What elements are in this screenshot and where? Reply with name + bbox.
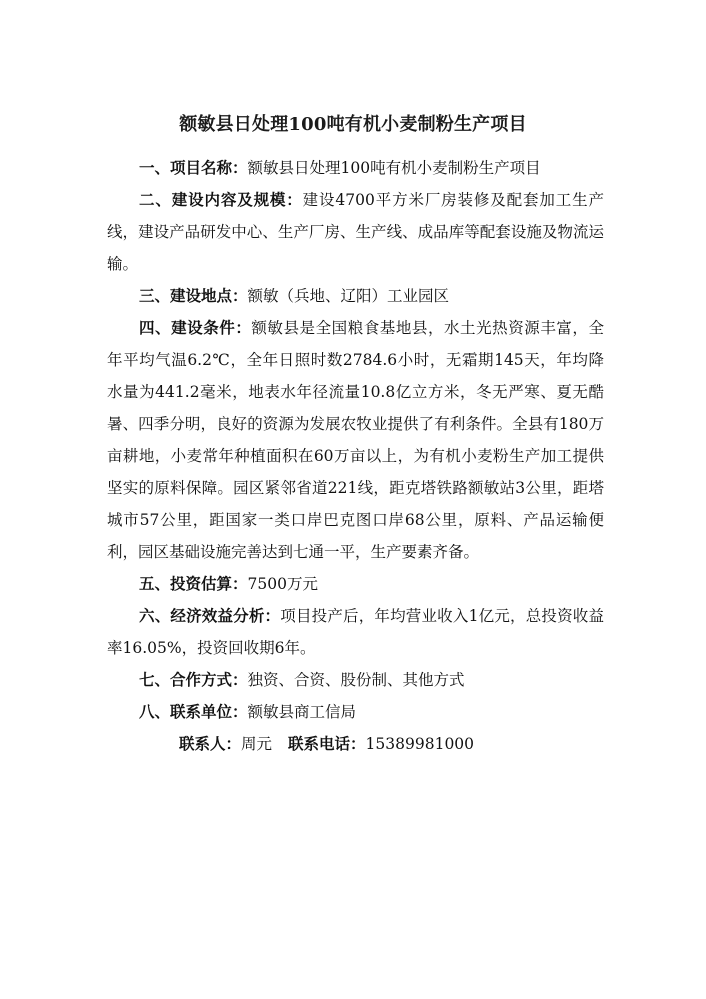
section-project-name bbox=[107, 152, 604, 184]
section-label: 六、经济效益分析： bbox=[139, 606, 281, 625]
section-text: 项目投产后，年均营业收入1亿元，总投资收益率16.05%，投资回收期6年。 bbox=[107, 607, 604, 657]
document-title: 额敏县日处理100吨有机小麦制粉生产项目 bbox=[179, 114, 527, 135]
contact-phone: 15389981000 bbox=[365, 735, 475, 753]
section-label: 八、联系单位： bbox=[139, 702, 248, 721]
section-label: 一、项目名称： bbox=[139, 158, 248, 177]
section-text: 建设4700平方米厂房装修及配套加工生产线，建设产品研发中心、生产厂房、生产线、成品库等配套设施及物流运输。 bbox=[107, 191, 604, 273]
contact-person: 周元 bbox=[241, 735, 273, 753]
section-location bbox=[107, 280, 604, 312]
section-text: 额敏县日处理100吨有机小麦制粉生产项目 bbox=[247, 159, 541, 177]
contact-phone-label: 联系电话： bbox=[288, 734, 366, 753]
section-economic-analysis bbox=[107, 600, 604, 664]
section-label: 七、合作方式： bbox=[139, 670, 248, 689]
section-conditions bbox=[107, 312, 604, 568]
section-label: 三、建设地点： bbox=[139, 286, 248, 305]
section-contact-unit bbox=[107, 696, 604, 728]
section-text: 额敏县商工信局 bbox=[247, 703, 357, 721]
contact-person-label: 联系人： bbox=[179, 734, 242, 753]
section-cooperation bbox=[107, 664, 604, 696]
section-label: 四、建设条件： bbox=[139, 318, 252, 337]
section-text: 独资、合资、股份制、其他方式 bbox=[247, 671, 465, 689]
section-text: 额敏县是全国粮食基地县，水土光热资源丰富，全年平均气温6.2℃，全年日照时数2784.6小时，无霜期145天，年均降水量为441.2毫米，地表水年径流量10.8亿立方米，冬无严寒、夏无酷暑、四季分明，良好的资源为发展农牧业提供了有利条件。全县有180万亩耕地，小麦常年种植面积在60万亩以上，为有机小麦粉生产加工提供坚实的原料保障。园区紧邻省道221线，距克塔铁路额敏站3公里，距塔城市57公里，距国家一类口岸巴克图口岸68公里，原料、产品运输便利，园区基础设施完善达到七通一平，生产要素齐备。 bbox=[107, 319, 604, 561]
contact-line bbox=[107, 728, 604, 760]
document-body bbox=[107, 152, 604, 760]
section-investment bbox=[107, 568, 604, 600]
section-label: 五、投资估算： bbox=[139, 574, 248, 593]
section-text: 额敏（兵地、辽阳）工业园区 bbox=[247, 287, 450, 305]
section-text: 7500万元 bbox=[247, 575, 318, 593]
section-label: 二、建设内容及规模： bbox=[139, 190, 303, 209]
section-construction-scale bbox=[107, 184, 604, 280]
